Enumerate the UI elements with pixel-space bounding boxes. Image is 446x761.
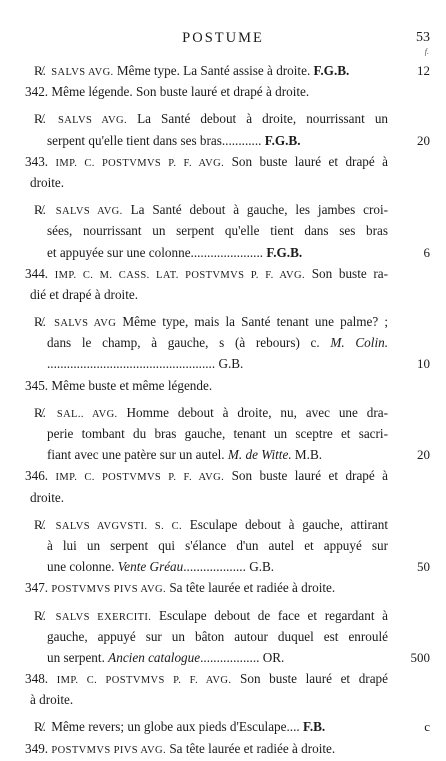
entry-number: 343. — [25, 153, 49, 169]
reverse-line — [0, 220, 446, 241]
reverse-line — [0, 556, 446, 577]
reverse-line — [0, 716, 446, 737]
reverse-line — [0, 444, 446, 465]
description: un serpent. — [47, 649, 105, 665]
description: à droite. — [30, 692, 74, 708]
grade: G.B. — [249, 559, 275, 575]
leader-dots: .................. — [200, 649, 260, 665]
grade: F.B. — [303, 719, 326, 735]
coin-legend: SALVS AVG — [54, 318, 117, 330]
reverse-line — [0, 108, 446, 129]
entry-line — [0, 172, 446, 193]
reverse-line — [0, 311, 446, 332]
coin-legend: SALVS EXERCITI. — [55, 611, 152, 623]
grade: F.G.B. — [313, 63, 350, 78]
reverse-symbol: R̸. — [34, 516, 46, 532]
provenance: Ancien catalogue — [108, 649, 201, 665]
page-number: 53 — [416, 30, 430, 45]
description: Esculape debout à gauche, attirant — [189, 516, 388, 532]
description: Sa tête laurée et radiée à droite. — [169, 740, 336, 756]
reverse-symbol: R̸. — [34, 111, 46, 127]
value: 12 — [417, 63, 430, 78]
coin-legend: IMP. C. POSTVMVS P. F. AVG. — [55, 157, 225, 169]
description: sées, nourrissant un serpent qu'elle tient dans ses bras — [47, 223, 388, 239]
value: 50 — [417, 559, 430, 575]
reverse-line — [0, 353, 446, 374]
entry-number: 345. — [25, 377, 49, 393]
entry-line — [0, 689, 446, 710]
entry-number: 347. — [25, 580, 49, 596]
description: une colonne. — [47, 559, 115, 575]
provenance: M. de Witte. — [227, 447, 292, 463]
leader-dots: ................................................... — [47, 356, 216, 372]
value: 6 — [423, 244, 430, 260]
entry-line — [0, 668, 446, 689]
description: Sa tête laurée et radiée à droite. — [169, 580, 336, 596]
entry-line — [0, 263, 446, 284]
description: Même revers; un globe aux pieds d'Esculape.... — [51, 719, 300, 735]
description: Son buste lauré et drapé à — [231, 468, 389, 484]
reverse-symbol: R̸. — [34, 607, 46, 623]
entry-line — [0, 284, 446, 305]
reverse-symbol: R̸. — [34, 719, 46, 735]
description: serpent qu'elle tient dans ses bras............ — [47, 132, 262, 148]
entry-line — [0, 487, 446, 508]
grade: F.G.B. — [266, 244, 303, 260]
reverse-line — [0, 423, 446, 444]
description: Même type. La Santé assise à droite. — [116, 63, 311, 78]
reverse-symbol: R̸. — [34, 314, 46, 330]
grade: G.B. — [218, 356, 244, 372]
description: et appuyée sur une colonne...................... — [47, 244, 264, 260]
description: fiant avec une patère sur un autel. — [47, 447, 225, 463]
coin-legend: SALVS AVGVSTI. S. C. — [55, 520, 182, 532]
leader-dots: ................... — [183, 559, 246, 575]
description: gauche, appuyé sur un bâton autour duquel est enroulé — [47, 628, 388, 644]
description: Même buste et même légende. — [51, 377, 213, 393]
reverse-line — [0, 242, 446, 263]
entry-line — [0, 577, 446, 598]
description: perie tombant du bras gauche, tenant un sceptre et sacri- — [47, 426, 388, 441]
reverse-line — [0, 626, 446, 647]
provenance: M. Colin. — [330, 335, 388, 351]
reverse-line — [0, 535, 446, 556]
reverse-symbol: R̸. — [34, 63, 46, 78]
value: 10 — [417, 356, 430, 372]
description: droite. — [30, 489, 65, 505]
reverse-line — [0, 605, 446, 626]
value: 20 — [417, 132, 430, 148]
entry-number: 346. — [25, 468, 49, 484]
coin-legend: SALVS AVG. — [51, 67, 114, 78]
reverse-line — [0, 199, 446, 220]
description: dié et drapé à droite. — [30, 286, 139, 302]
reverse-line — [0, 60, 446, 81]
reverse-symbol: R̸. — [34, 202, 46, 218]
description: Même légende. Son buste lauré et drapé à droite. — [51, 84, 310, 100]
entry-number: 344. — [25, 265, 49, 281]
grade: OR. — [262, 649, 285, 665]
reverse-line — [0, 402, 446, 423]
coin-legend: SAL.. AVG. — [56, 408, 118, 420]
coin-legend: IMP. C. POSTVMVS P. F. AVG. — [55, 472, 225, 484]
entry-line — [0, 465, 446, 486]
description: Son buste lauré et drapé à — [231, 153, 389, 169]
entry-line — [0, 151, 446, 172]
coin-legend: SALVS AVG. — [55, 206, 123, 218]
reverse-line — [0, 647, 446, 668]
description: Esculape debout de face et regardant à — [159, 607, 389, 623]
description: Homme debout à droite, nu, avec une dra- — [126, 404, 389, 420]
description: La Santé debout à droite, nourrissant un — [137, 111, 389, 127]
description: droite. — [30, 174, 65, 190]
description: à lui un serpent qui s'élance d'un autel et appuyé sur — [47, 537, 388, 553]
provenance: Vente Gréau — [117, 559, 184, 575]
coin-legend: POSTVMVS PIVS AVG. — [51, 584, 167, 596]
entry-number: 349. — [25, 740, 49, 756]
description: La Santé debout à gauche, les jambes croi- — [130, 202, 388, 218]
reverse-symbol: R̸. — [34, 404, 46, 420]
value: 20 — [417, 447, 430, 463]
entry-line — [0, 375, 446, 396]
reverse-line — [0, 514, 446, 535]
signature-mark: f. — [424, 47, 429, 56]
grade: M.B. — [294, 447, 323, 463]
value: c — [424, 719, 430, 735]
coin-legend: SALVS AVG. — [57, 115, 128, 127]
grade: F.G.B. — [264, 132, 301, 148]
coin-legend: POSTVMVS PIVS AVG. — [51, 744, 167, 756]
description: Son buste lauré et drapé — [240, 671, 389, 687]
coin-legend: IMP. C. POSTVMVS P. F. AVG. — [56, 675, 232, 687]
running-head: POSTUME — [182, 30, 264, 46]
entry-line — [0, 81, 446, 102]
entry-number: 342. — [25, 84, 49, 100]
description: Même type, mais la Santé tenant une palme? ; — [122, 314, 389, 330]
description: dans le champ, à gauche, s (à rebours) c. — [47, 335, 320, 351]
description: Son buste ra- — [311, 265, 388, 281]
reverse-line — [0, 332, 446, 353]
entry-number: 348. — [25, 671, 49, 687]
catalogue-entries — [0, 60, 446, 759]
value: 500 — [410, 649, 430, 665]
coin-legend: IMP. C. M. CASS. LAT. POSTVMVS P. F. AVG. — [54, 269, 306, 281]
reverse-line — [0, 130, 446, 151]
entry-line — [0, 738, 446, 759]
